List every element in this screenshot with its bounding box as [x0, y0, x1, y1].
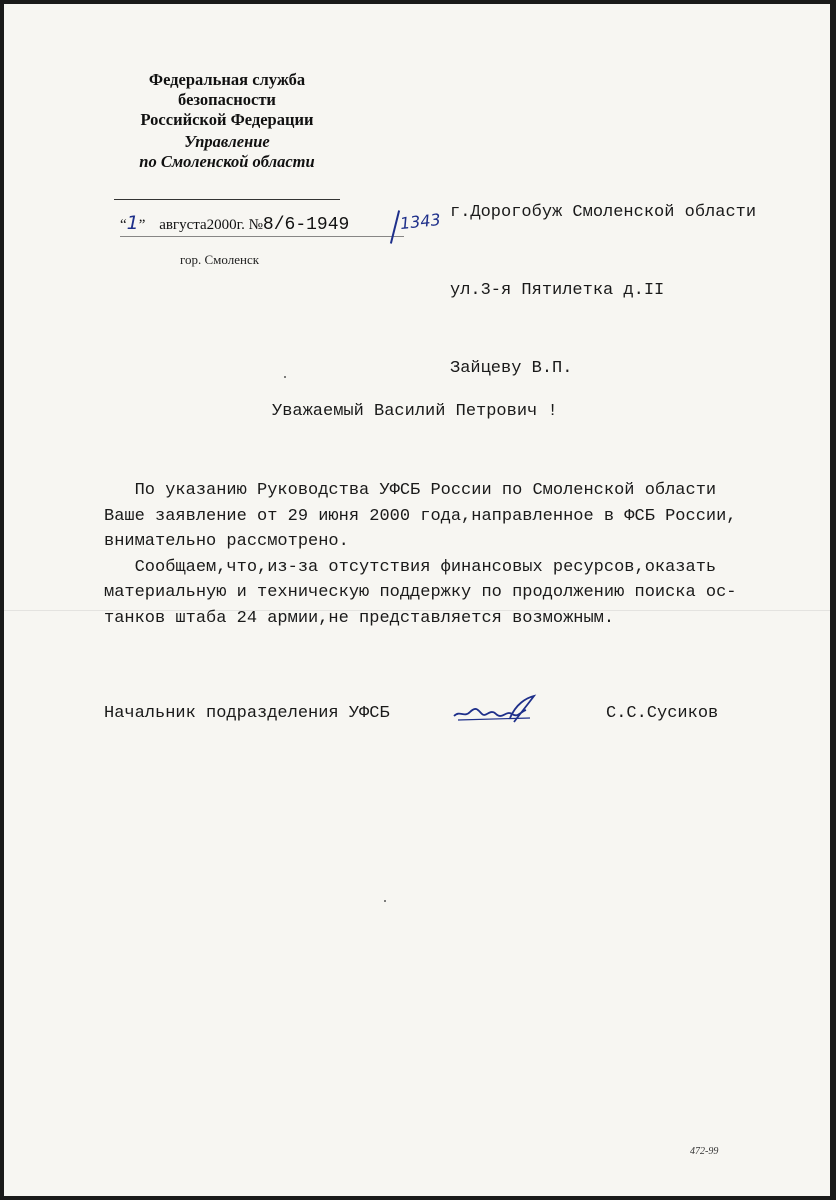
body-line-5: материальную и техническую поддержку по продолжению поиска ос-: [104, 583, 737, 602]
salutation: Уважаемый Василий Петрович !: [272, 402, 558, 421]
letterhead-dept-line-2: по Смоленской области: [139, 152, 315, 171]
letterhead-org-line-2: безопасности: [178, 90, 276, 109]
letter-page: [4, 4, 830, 1196]
handwritten-signature: [450, 692, 542, 730]
letterhead-org-line-1: Федеральная служба: [148, 70, 306, 89]
date-quote-open: “: [120, 217, 127, 233]
date-year-suffix: г.: [236, 217, 245, 233]
body-line-1: По указанию Руководства УФСБ России по Смоленской области: [104, 481, 717, 500]
date-number-sign: №: [248, 217, 263, 233]
addressee-line-2: ул.3-я Пятилетка д.II: [450, 281, 665, 300]
date-year: 2000: [206, 217, 237, 233]
addressee-block: [450, 148, 756, 434]
date-underline: [120, 236, 404, 237]
date-line: [120, 212, 349, 235]
letterhead-org-line-3: Российской Федерации: [140, 110, 314, 129]
letter-body: [104, 478, 764, 631]
body-line-3: внимательно рассмотрено.: [104, 532, 349, 551]
addressee-line-3: Зайцеву В.П.: [450, 359, 573, 378]
date-day-handwritten: 1: [126, 212, 139, 234]
issuing-city: гор. Смоленск: [180, 252, 260, 267]
paper-speck: [384, 900, 386, 902]
signatory-position: Начальник подразделения УФСБ: [104, 704, 390, 723]
letterhead-dept-line-1: Управление: [184, 132, 270, 151]
registration-number-handwritten: 1343: [399, 209, 442, 234]
outgoing-number: 8/6-1949: [262, 215, 350, 235]
letterhead: [108, 70, 346, 172]
addressee-line-1: г.Дорогобуж Смоленской области: [450, 203, 757, 222]
body-line-6: танков штаба 24 армии,не представляется возможным.: [104, 608, 615, 628]
date-month: августа: [159, 217, 207, 233]
body-line-4: Сообщаем,что,из-за отсутствия финансовых ресурсов,оказать: [104, 557, 717, 577]
form-code: 472-99: [690, 1146, 719, 1157]
paper-speck: [284, 376, 286, 378]
signatory-name: С.С.Сусиков: [606, 704, 719, 723]
letterhead-divider: [114, 199, 340, 200]
body-line-2: Ваше заявление от 29 июня 2000 года,направленное в ФСБ России,: [104, 506, 737, 526]
date-quote-close: ”: [138, 217, 146, 233]
